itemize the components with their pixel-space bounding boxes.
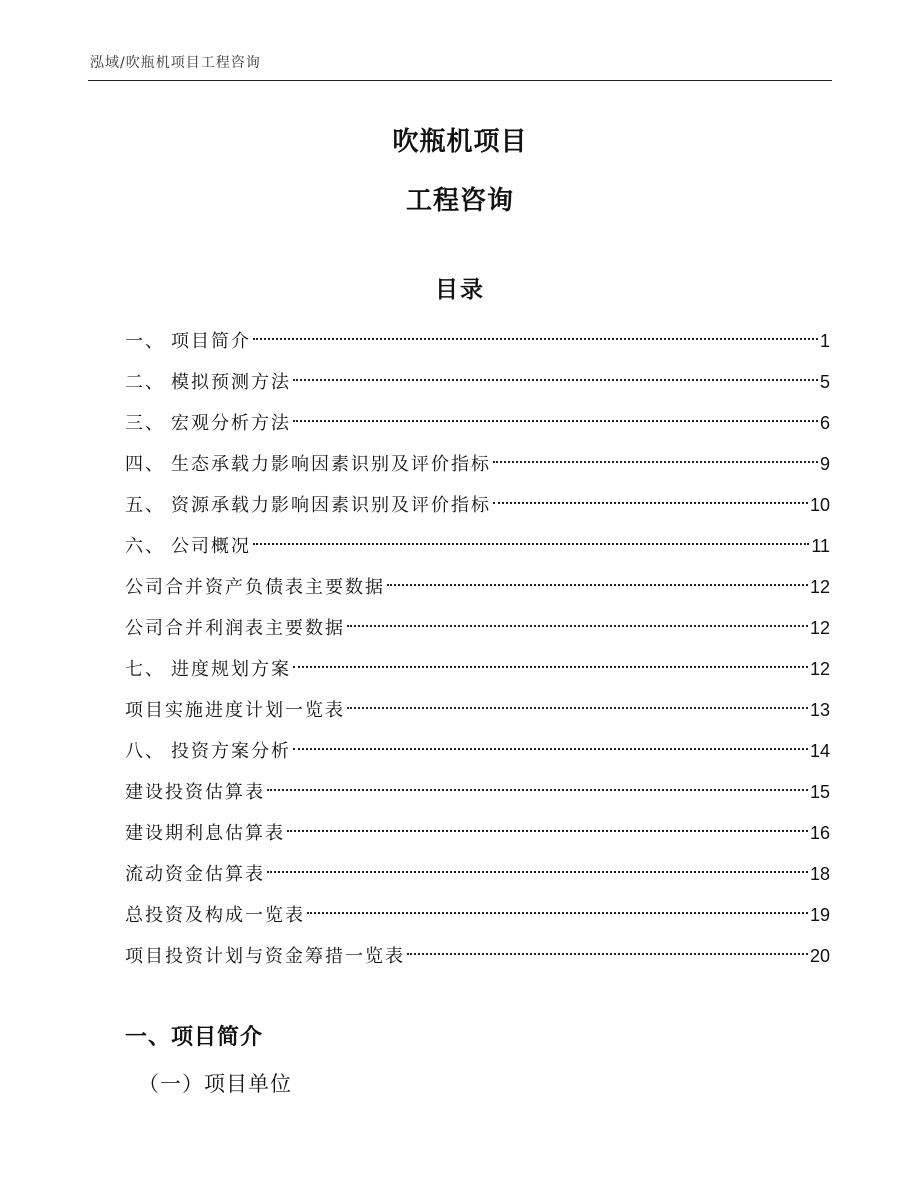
toc-leader-dots: [307, 912, 808, 914]
toc-heading: 目录: [435, 277, 485, 303]
toc-entry-page: 20: [809, 946, 830, 966]
toc-leader-dots: [347, 707, 808, 709]
document-title-line-1: 吹瓶机项目: [392, 127, 528, 157]
toc-entry-label: 模拟预测方法: [171, 372, 291, 393]
toc-leader-dots: [287, 830, 808, 832]
toc-entry-number: 五、: [125, 495, 165, 516]
document-title-line-2: 工程咨询: [405, 186, 514, 216]
toc-entry-page: 12: [809, 577, 830, 597]
table-of-contents: [125, 321, 830, 977]
toc-entry[interactable]: [125, 772, 830, 813]
toc-entry[interactable]: [125, 895, 830, 936]
header-divider: [88, 80, 832, 81]
toc-entry-label: 流动资金估算表: [125, 864, 265, 885]
toc-entry-label: 公司合并资产负债表主要数据: [125, 577, 385, 598]
toc-entry-number: 八、: [125, 741, 165, 762]
toc-entry[interactable]: [125, 936, 830, 977]
toc-entry-page: 19: [809, 905, 830, 925]
toc-entry-label: 项目投资计划与资金筹措一览表: [125, 946, 405, 967]
toc-entry-label: 项目简介: [171, 331, 251, 352]
toc-leader-dots: [293, 748, 808, 750]
toc-entry-label: 宏观分析方法: [171, 413, 291, 434]
toc-entry[interactable]: [125, 690, 830, 731]
toc-entry-label: 生态承载力影响因素识别及评价指标: [171, 454, 491, 475]
toc-entry-page: 12: [809, 618, 830, 638]
toc-leader-dots: [493, 461, 818, 463]
toc-entry[interactable]: [125, 567, 830, 608]
toc-leader-dots: [347, 625, 808, 627]
toc-entry-page: 9: [819, 454, 830, 474]
toc-entry-page: 5: [819, 372, 830, 392]
toc-entry-page: 16: [809, 823, 830, 843]
toc-leader-dots: [253, 338, 818, 340]
toc-entry-label: 公司概况: [171, 536, 251, 557]
toc-entry[interactable]: [125, 526, 830, 567]
page-header: 泓域/吹瓶机项目工程咨询: [90, 55, 261, 71]
toc-entry-page: 15: [809, 782, 830, 802]
toc-entry-label: 资源承载力影响因素识别及评价指标: [171, 495, 491, 516]
toc-leader-dots: [293, 379, 818, 381]
toc-leader-dots: [267, 789, 808, 791]
toc-entry-page: 6: [819, 413, 830, 433]
toc-entry-label: 建设投资估算表: [125, 782, 265, 803]
toc-entry-number: 二、: [125, 372, 165, 393]
toc-entry-label: 公司合并利润表主要数据: [125, 618, 345, 639]
toc-entry[interactable]: [125, 321, 830, 362]
toc-entry[interactable]: [125, 731, 830, 772]
toc-leader-dots: [267, 871, 808, 873]
toc-entry-page: 14: [809, 741, 830, 761]
toc-leader-dots: [407, 953, 808, 955]
toc-entry-number: 三、: [125, 413, 165, 434]
toc-entry[interactable]: [125, 608, 830, 649]
toc-entry-number: 六、: [125, 536, 165, 557]
toc-leader-dots: [387, 584, 808, 586]
subsection-heading: （一）项目单位: [138, 1072, 292, 1096]
toc-entry-label: 建设期利息估算表: [125, 823, 285, 844]
toc-entry-number: 四、: [125, 454, 165, 475]
toc-entry-label: 总投资及构成一览表: [125, 905, 305, 926]
toc-entry[interactable]: [125, 403, 830, 444]
toc-entry-page: 18: [809, 864, 830, 884]
toc-leader-dots: [493, 502, 808, 504]
toc-entry-number: 一、: [125, 331, 165, 352]
toc-entry-number: 七、: [125, 659, 165, 680]
toc-entry[interactable]: [125, 649, 830, 690]
toc-entry-page: 11: [811, 536, 830, 556]
toc-entry-page: 10: [809, 495, 830, 515]
toc-entry-label: 投资方案分析: [171, 741, 291, 762]
toc-leader-dots: [293, 666, 808, 668]
toc-leader-dots: [253, 543, 809, 545]
toc-entry[interactable]: [125, 362, 830, 403]
section-heading: 一、项目简介: [125, 1025, 264, 1050]
toc-entry[interactable]: [125, 485, 830, 526]
toc-entry[interactable]: [125, 854, 830, 895]
toc-entry[interactable]: [125, 444, 830, 485]
toc-entry-page: 1: [819, 331, 830, 351]
toc-entry-label: 进度规划方案: [171, 659, 291, 680]
toc-entry[interactable]: [125, 813, 830, 854]
toc-entry-page: 12: [809, 659, 830, 679]
toc-leader-dots: [293, 420, 818, 422]
toc-entry-label: 项目实施进度计划一览表: [125, 700, 345, 721]
toc-entry-page: 13: [809, 700, 830, 720]
